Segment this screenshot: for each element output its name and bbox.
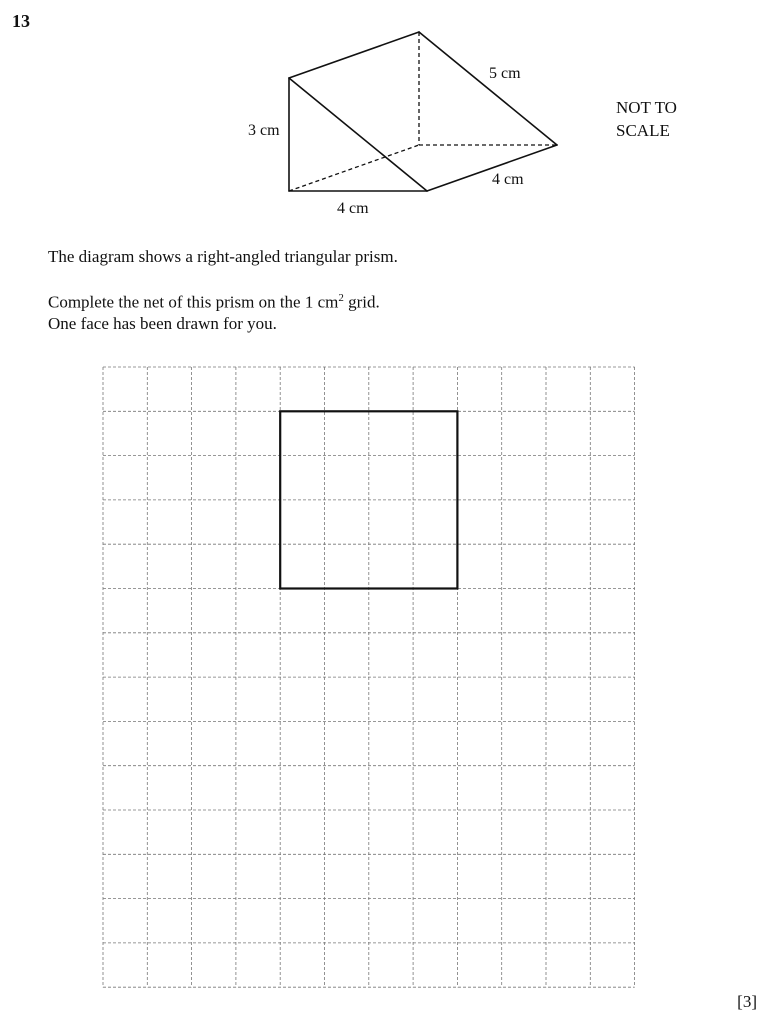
marks-allocation: [3] [737,992,757,1011]
label-hypotenuse: 5 cm [489,65,521,82]
not-to-scale-line1: NOT TO [616,98,677,117]
instruction-line2: One face has been drawn for you. [48,313,277,333]
description-text: The diagram shows a right-angled triangular prism. [48,247,398,266]
not-to-scale-line2: SCALE [616,121,670,140]
label-depth: 4 cm [492,171,524,188]
instruction-suffix: grid. [343,292,380,312]
label-height: 3 cm [248,122,280,139]
instruction-superscript: 2 [338,292,344,304]
label-base: 4 cm [337,200,369,217]
question-number: 13 [12,11,30,31]
instruction-prefix: Complete the net of this prism on the 1 cm [48,292,339,312]
